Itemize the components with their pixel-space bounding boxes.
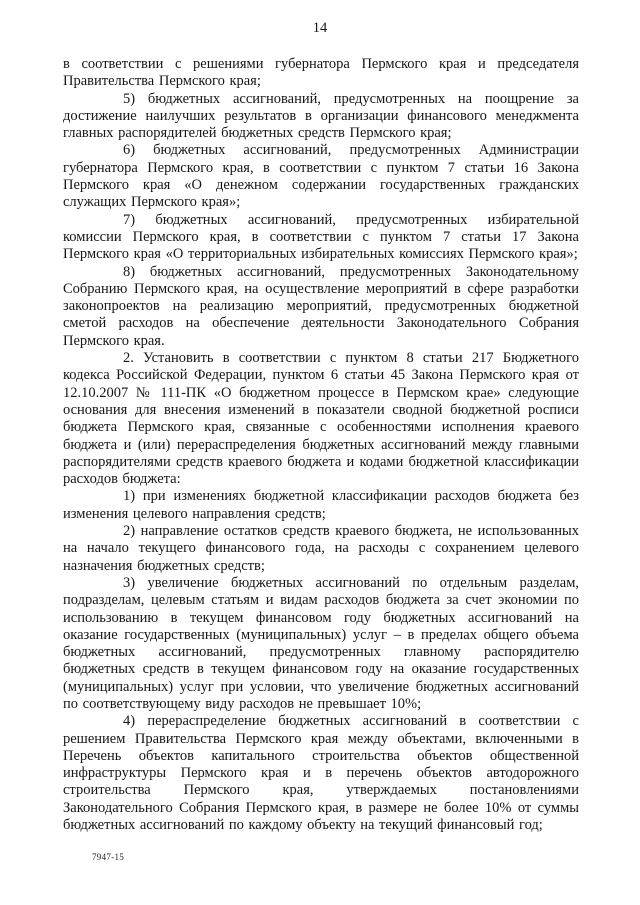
body-paragraph-item-7: 7) бюджетных ассигнований, предусмотренных избирательной комиссии Пермского края, в соответствии с пунктом 7 статьи 17 Закона Пермского края «О территориальных избирательных комиссиях Пермского края»; bbox=[63, 211, 579, 263]
document-registration-code: 7947-15 bbox=[92, 852, 125, 862]
body-paragraph-subitem-4: 4) перераспределение бюджетных ассигнований в соответствии с решением Правительства Пермского края между объектами, включенными в Перечень объектов капитального строительства объектов общественной инфраструктуры Пермского края и в перечень объектов автодорожного строительства Пермского края, утверждаемых постановлениями Законодательного Собрания Пермского края, в размере не более 10% от суммы бюджетных ассигнований по каждому объекту на текущий финансовый год; bbox=[63, 713, 579, 834]
body-paragraph-item-8: 8) бюджетных ассигнований, предусмотренных Законодательному Собранию Пермского края, на осуществление мероприятий в сфере разработки законопроектов на реализацию мероприятий, предусмотренных бюджетной сметой расходов на обеспечение деятельности Законодательного Собрания Пермского края. bbox=[63, 263, 579, 349]
body-paragraph-subitem-3: 3) увеличение бюджетных ассигнований по отдельным разделам, подразделам, целевым статьям и видам расходов бюджета за счет экономии по использованию в текущем финансовом году бюджетных ассигнований на оказание государственных (муниципальных) услуг – в пределах общего объема бюджетных ассигнований, предусмотренных главному распорядителю бюджетных средств в текущем финансовом году на оказание государственных (муниципальных) услуг при условии, что увеличение бюджетных ассигнований по соответствующему виду расходов не превышает 10%; bbox=[63, 574, 579, 712]
body-paragraph-item-5: 5) бюджетных ассигнований, предусмотренных на поощрение за достижение наилучших результатов в организации финансового менеджмента главных распорядителей бюджетных средств Пермского края; bbox=[63, 90, 579, 142]
body-paragraph-continuation: в соответствии с решениями губернатора Пермского края и председателя Правительства Пермского края; bbox=[63, 56, 579, 90]
body-paragraph-point-2: 2. Установить в соответствии с пунктом 8 статьи 217 Бюджетного кодекса Российской Федерации, пунктом 6 статьи 45 Закона Пермского края от 12.10.2007 № 111-ПК «О бюджетном процессе в Пермском крае» следующие основания для внесения изменений в показатели сводной бюджетной росписи бюджета Пермского края, связанные с особенностями исполнения краевого бюджета и (или) перераспределения бюджетных ассигнований между главными распорядителями средств краевого бюджета и кодами бюджетной классификации расходов бюджета: bbox=[63, 350, 579, 488]
body-paragraph-subitem-2: 2) направление остатков средств краевого бюджета, не использованных на начало текущего финансового года, на расходы с сохранением целевого назначения бюджетных средств; bbox=[63, 523, 579, 574]
document-body bbox=[63, 56, 579, 834]
body-paragraph-subitem-1: 1) при изменениях бюджетной классификации расходов бюджета без изменения целевого направления средств; bbox=[63, 488, 579, 522]
page-number: 14 bbox=[312, 20, 328, 36]
body-paragraph-item-6: 6) бюджетных ассигнований, предусмотренных Администрации губернатора Пермского края, в соответствии с пунктом 7 статьи 16 Закона Пермского края «О денежном содержании государственных гражданских служащих Пермского края»; bbox=[63, 142, 579, 211]
